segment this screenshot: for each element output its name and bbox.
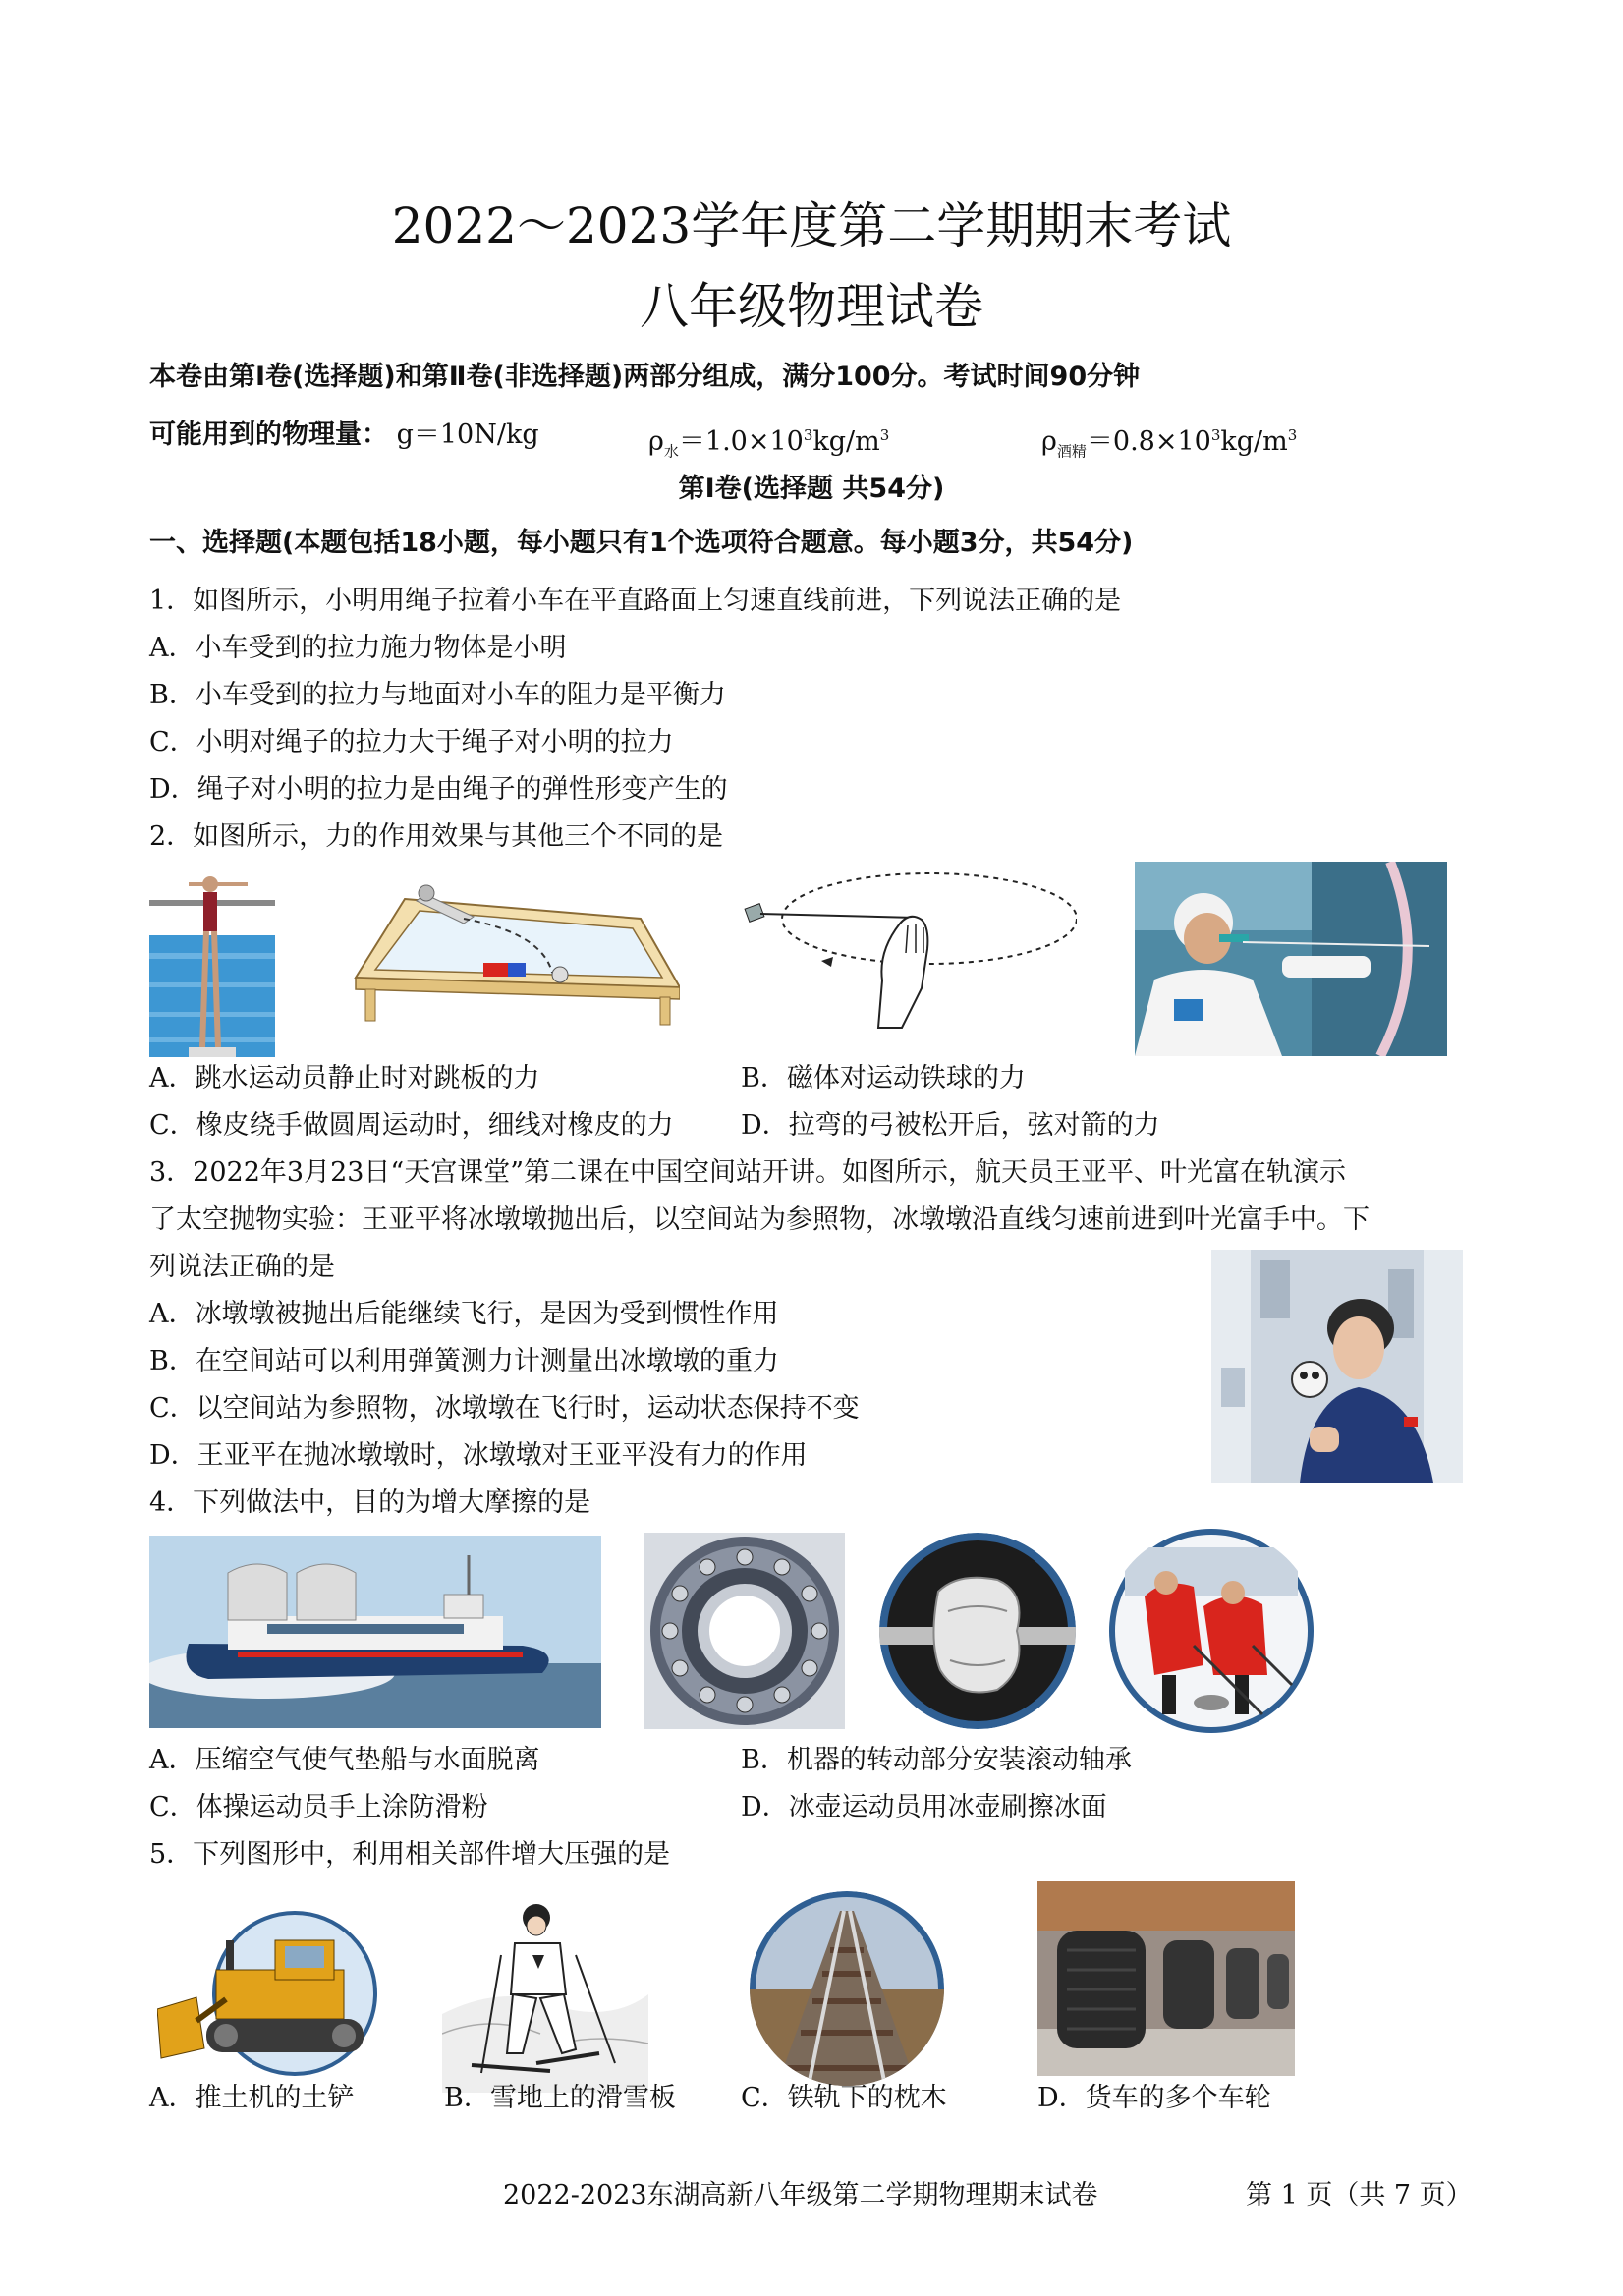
hovercraft-image	[149, 1536, 601, 1728]
q1-option-b: B．小车受到的拉力与地面对小车的阻力是平衡力	[149, 680, 726, 710]
q5-option-b: B．雪地上的滑雪板	[444, 2083, 676, 2113]
q3-option-a: A．冰墩墩被抛出后能继续飞行，是因为受到惯性作用	[149, 1299, 779, 1329]
q1-stem: 1．如图所示，小明用绳子拉着小车在平直路面上匀速直线前进，下列说法正确的是	[149, 586, 1122, 616]
railway-image	[750, 1891, 944, 2086]
exam-title: 2022～2023学年度第二学期期末考试	[391, 197, 1232, 254]
q3-option-d: D．王亚平在抛冰墩墩时，冰墩墩对王亚平没有力的作用	[149, 1440, 808, 1471]
constant-water-density	[648, 418, 889, 469]
curling-image	[1105, 1528, 1317, 1734]
constants-label: 可能用到的物理量：	[149, 420, 388, 450]
q1-option-a: A．小车受到的拉力施力物体是小明	[149, 633, 567, 663]
q4-stem: 4．下列做法中，目的为增大摩擦的是	[149, 1487, 591, 1518]
q5-option-d: D．货车的多个车轮	[1037, 2083, 1271, 2113]
section1-heading: 一、选择题(本题包括18小题，每小题只有1个选项符合题意。每小题3分，共54分)	[149, 528, 1134, 558]
rho-symbol: ρ	[1041, 426, 1057, 457]
q3-stem-line3: 列说法正确的是	[149, 1252, 335, 1282]
q1-option-d: D．绳子对小明的拉力是由绳子的弹性形变产生的	[149, 774, 728, 805]
rho-value: ＝1.0×10	[678, 426, 804, 457]
circular-motion-image	[743, 865, 1077, 1032]
q3-option-c: C．以空间站为参照物，冰墩墩在飞行时，运动状态保持不变	[149, 1393, 860, 1424]
rho-subscript: 酒精	[1056, 442, 1087, 461]
footer-page-number: 第 1 页（共 7 页）	[1246, 2180, 1473, 2211]
rho-unit-exponent: 3	[879, 426, 890, 444]
footer-exam-name: 2022-2023东湖高新八年级第二学期物理期末试卷	[503, 2180, 1098, 2211]
bearing-image	[644, 1533, 845, 1729]
q4-option-c: C．体操运动员手上涂防滑粉	[149, 1792, 488, 1822]
rho-unit-exponent: 3	[1287, 426, 1298, 444]
gymnast-chalk-image	[879, 1533, 1076, 1729]
skier-image	[442, 1896, 648, 2093]
rho-exponent: 3	[1210, 426, 1221, 444]
q2-option-a: A．跳水运动员静止时对跳板的力	[149, 1063, 540, 1093]
q2-option-c: C．橡皮绕手做圆周运动时，细线对橡皮的力	[149, 1110, 674, 1141]
q1-option-c: C．小明对绳子的拉力大于绳子对小明的拉力	[149, 727, 674, 757]
part1-title: 第Ⅰ卷(选择题 共54分)	[678, 474, 945, 504]
q5-stem: 5．下列图形中，利用相关部件增大压强的是	[149, 1839, 671, 1870]
rho-exponent: 3	[803, 426, 813, 444]
constant-g: g＝10N/kg	[396, 420, 539, 450]
q2-stem: 2．如图所示，力的作用效果与其他三个不同的是	[149, 821, 724, 852]
q5-option-c: C．铁轨下的枕木	[741, 2083, 947, 2113]
space-station-image	[1211, 1250, 1463, 1483]
bulldozer-image	[157, 1911, 393, 2076]
q4-option-b: B．机器的转动部分安装滚动轴承	[741, 1745, 1132, 1775]
rho-unit: kg/m	[1220, 426, 1288, 457]
rho-value: ＝0.8×10	[1086, 426, 1211, 457]
rho-symbol: ρ	[648, 426, 664, 457]
exam-intro: 本卷由第Ⅰ卷(选择题)和第Ⅱ卷(非选择题)两部分组成，满分100分。考试时间90分钟	[149, 362, 1141, 392]
q4-option-a: A．压缩空气使气垫船与水面脱离	[149, 1745, 540, 1775]
q3-stem-line2: 了太空抛物实验：王亚平将冰墩墩抛出后，以空间站为参照物，冰墩墩沿直线匀速前进到叶光富手中。下	[149, 1204, 1370, 1235]
q2-option-d: D．拉弯的弓被松开后，弦对箭的力	[741, 1110, 1160, 1141]
rho-subscript: 水	[663, 442, 679, 461]
q5-option-a: A．推土机的土铲	[149, 2083, 355, 2113]
q3-option-b: B．在空间站可以利用弹簧测力计测量出冰墩墩的重力	[149, 1346, 779, 1376]
q2-option-b: B．磁体对运动铁球的力	[741, 1063, 1026, 1093]
rho-unit: kg/m	[812, 426, 880, 457]
q4-option-d: D．冰壶运动员用冰壶刷擦冰面	[741, 1792, 1107, 1822]
truck-wheels-image	[1037, 1881, 1295, 2076]
magnet-ball-image	[346, 879, 680, 1027]
exam-subtitle: 八年级物理试卷	[640, 278, 983, 335]
constants-row	[149, 418, 539, 453]
q3-stem-line1: 3．2022年3月23日“天宫课堂”第二课在中国空间站开讲。如图所示，航天员王亚平、叶光富在轨演示	[149, 1157, 1347, 1188]
archery-image	[1135, 862, 1447, 1056]
constant-alcohol-density	[1041, 418, 1297, 469]
diving-image	[149, 865, 275, 1057]
